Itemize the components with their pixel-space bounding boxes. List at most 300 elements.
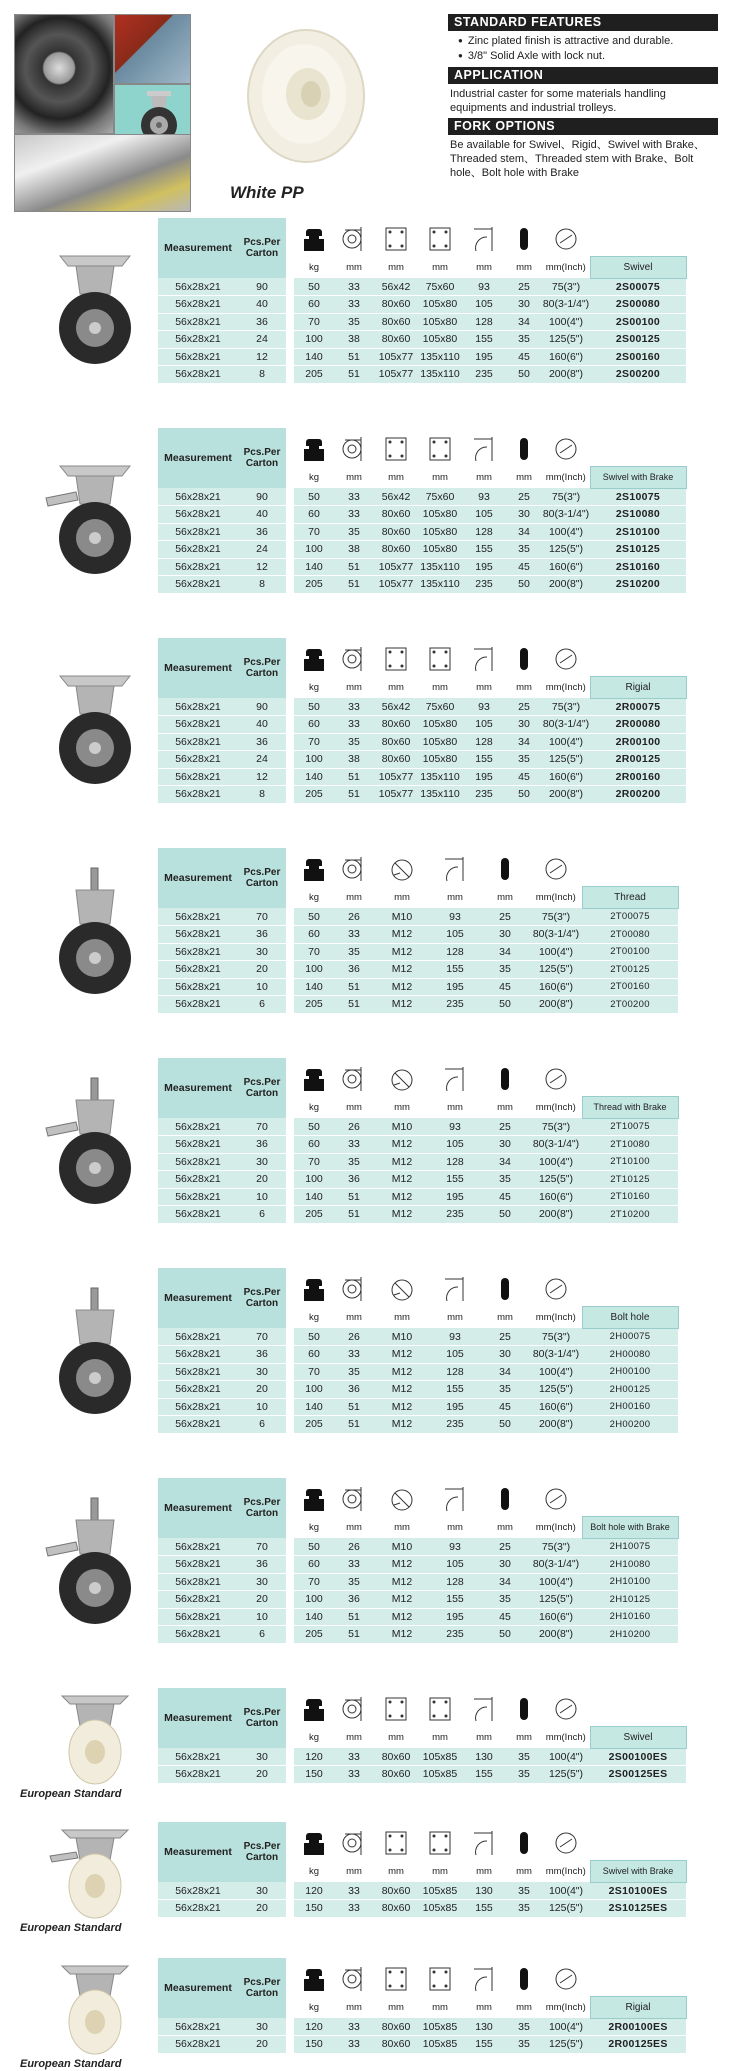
table-cell: 160(6") xyxy=(530,1188,582,1206)
table-row xyxy=(158,1900,686,1918)
table-cell: 130 xyxy=(462,1748,506,1766)
unit-label: mm xyxy=(506,1726,542,1748)
table-header-row xyxy=(158,428,686,466)
unit-label: mm xyxy=(430,886,480,908)
dia-icon xyxy=(530,848,582,886)
width-icon xyxy=(480,1478,530,1516)
unit-label: kg xyxy=(294,1860,334,1882)
table-cell: 160(6") xyxy=(530,1608,582,1626)
caster-image xyxy=(40,1960,150,2065)
table-cell: 195 xyxy=(462,558,506,576)
table-cell: 155 xyxy=(462,2036,506,2054)
table-cell: 70 xyxy=(294,523,334,541)
table-cell: 35 xyxy=(480,1171,530,1189)
item-code-cell: 2S00125ES xyxy=(590,1766,686,1784)
table-cell: 51 xyxy=(334,366,374,384)
item-code-cell: 2T00200 xyxy=(582,996,678,1014)
item-code-cell: 2R00100ES xyxy=(590,2018,686,2036)
stem-icon xyxy=(374,1478,430,1516)
table-cell: 105x85 xyxy=(418,2018,462,2036)
plate-icon xyxy=(418,1822,462,1860)
table-cell: M12 xyxy=(374,1591,430,1609)
plate-icon xyxy=(418,428,462,466)
caster-image xyxy=(40,1492,150,1647)
item-code-cell: 2S00125 xyxy=(590,331,686,349)
height-icon xyxy=(334,1478,374,1516)
table-cell: 56x28x21 xyxy=(158,2018,238,2036)
table-cell: 100(4") xyxy=(542,733,590,751)
table-cell: 100(4") xyxy=(530,943,582,961)
table-cell: 160(6") xyxy=(542,558,590,576)
table-cell: 140 xyxy=(294,558,334,576)
table-cell: 34 xyxy=(506,733,542,751)
caster-image xyxy=(40,1282,150,1437)
unit-label: mm xyxy=(374,886,430,908)
width-icon xyxy=(506,1822,542,1860)
table-cell: 35 xyxy=(506,751,542,769)
table-cell: 50 xyxy=(294,1538,334,1556)
table-header-row xyxy=(158,1058,678,1096)
table-cell: 56x28x21 xyxy=(158,523,238,541)
table-cell: 33 xyxy=(334,926,374,944)
unit-label: mm xyxy=(430,1306,480,1328)
unit-label: mm xyxy=(374,466,418,488)
spec-table xyxy=(158,638,687,804)
table-cell: 56x28x21 xyxy=(158,1381,238,1399)
table-cell: 93 xyxy=(462,278,506,296)
table-cell: 70 xyxy=(294,1153,334,1171)
table-cell: 10 xyxy=(238,1188,286,1206)
series-name: Swivel xyxy=(590,1726,686,1748)
unit-label: mm(Inch) xyxy=(530,1306,582,1328)
application-heading: APPLICATION xyxy=(448,67,718,84)
table-cell: 12 xyxy=(238,558,286,576)
table-cell: 70 xyxy=(294,943,334,961)
table-cell: 56x28x21 xyxy=(158,1608,238,1626)
load-icon xyxy=(294,848,334,886)
unit-label: kg xyxy=(294,1096,334,1118)
unit-label: mm xyxy=(462,676,506,698)
table-cell: 50 xyxy=(294,1328,334,1346)
height-icon xyxy=(334,1958,374,1996)
spec-table xyxy=(158,1478,679,1644)
unit-label: mm xyxy=(334,256,374,278)
table-cell: 200(8") xyxy=(530,1206,582,1224)
table-cell: 125(5") xyxy=(542,331,590,349)
table-cell: M10 xyxy=(374,908,430,926)
table-cell: 93 xyxy=(430,1328,480,1346)
item-code-cell: 2S10125ES xyxy=(590,1900,686,1918)
table-cell: 6 xyxy=(238,1206,286,1224)
unit-label: mm xyxy=(462,1726,506,1748)
table-cell: 80x60 xyxy=(374,331,418,349)
table-cell: 12 xyxy=(238,348,286,366)
table-cell: M12 xyxy=(374,1626,430,1644)
table-row xyxy=(158,2018,686,2036)
spec-table xyxy=(158,1822,687,1918)
spec-table xyxy=(158,1958,687,2054)
item-code-cell: 2T10125 xyxy=(582,1171,678,1189)
table-cell: 128 xyxy=(430,1153,480,1171)
table-cell: 200(8") xyxy=(542,786,590,804)
table-cell: 33 xyxy=(334,716,374,734)
table-cell: 200(8") xyxy=(530,996,582,1014)
table-cell: 80x60 xyxy=(374,2018,418,2036)
table-cell: 56x28x21 xyxy=(158,576,238,594)
item-code-cell: 2S10125 xyxy=(590,541,686,559)
table-row xyxy=(158,908,678,926)
unit-label: mm xyxy=(374,1306,430,1328)
table-cell: 105 xyxy=(430,926,480,944)
table-cell: 105x77 xyxy=(374,366,418,384)
table-cell: 35 xyxy=(334,1573,374,1591)
item-code-cell: 2H10080 xyxy=(582,1556,678,1574)
table-cell: 75(3") xyxy=(530,908,582,926)
unit-label: mm xyxy=(462,1996,506,2018)
table-cell: 35 xyxy=(506,1882,542,1900)
table-cell: 35 xyxy=(506,1900,542,1918)
table-cell: 105x80 xyxy=(418,313,462,331)
height-icon xyxy=(334,1268,374,1306)
table-cell: 80x60 xyxy=(374,1882,418,1900)
table-cell: 160(6") xyxy=(542,348,590,366)
standard-features-heading: STANDARD FEATURES xyxy=(448,14,718,31)
table-cell: 235 xyxy=(462,366,506,384)
table-cell: M12 xyxy=(374,943,430,961)
unit-label: mm xyxy=(374,1516,430,1538)
unit-label: mm xyxy=(374,1860,418,1882)
table-cell: 36 xyxy=(238,1346,286,1364)
item-code-cell: 2T10080 xyxy=(582,1136,678,1154)
table-cell: 70 xyxy=(238,1538,286,1556)
table-cell: 155 xyxy=(430,1381,480,1399)
table-cell: 33 xyxy=(334,1346,374,1364)
feature-item: ● 3/8" Solid Axle with lock nut. xyxy=(458,49,718,64)
table-row xyxy=(158,1608,678,1626)
table-row xyxy=(158,1556,678,1574)
table-cell: 105x80 xyxy=(418,751,462,769)
table-cell: 20 xyxy=(238,1381,286,1399)
series-name: Bolt hole xyxy=(582,1306,678,1328)
table-cell: 36 xyxy=(334,1171,374,1189)
table-cell: 140 xyxy=(294,768,334,786)
table-cell: 90 xyxy=(238,488,286,506)
width-icon xyxy=(506,428,542,466)
unit-label: mm xyxy=(418,1726,462,1748)
table-cell: 56x28x21 xyxy=(158,1398,238,1416)
table-cell: 33 xyxy=(334,278,374,296)
total-icon xyxy=(430,848,480,886)
table-row xyxy=(158,961,678,979)
table-row xyxy=(158,1328,678,1346)
table-cell: 51 xyxy=(334,576,374,594)
table-cell: 50 xyxy=(294,698,334,716)
total-icon xyxy=(430,1478,480,1516)
table-cell: 90 xyxy=(238,278,286,296)
table-cell: 125(5") xyxy=(530,961,582,979)
table-cell: 195 xyxy=(430,1188,480,1206)
measurement-header: Measurement xyxy=(158,1958,238,2018)
caster-image xyxy=(40,232,150,387)
table-cell: M10 xyxy=(374,1538,430,1556)
unit-label: mm xyxy=(480,1306,530,1328)
table-cell: 100(4") xyxy=(542,523,590,541)
table-cell: 80(3-1/4") xyxy=(542,296,590,314)
unit-label: mm xyxy=(418,1860,462,1882)
table-cell: 100(4") xyxy=(530,1153,582,1171)
unit-label: kg xyxy=(294,1306,334,1328)
table-cell: 8 xyxy=(238,366,286,384)
axle-closeup-photo xyxy=(14,134,191,212)
table-cell: 25 xyxy=(480,1118,530,1136)
table-cell: 120 xyxy=(294,1748,334,1766)
table-cell: 30 xyxy=(480,1556,530,1574)
height-icon xyxy=(334,848,374,886)
table-cell: 56x28x21 xyxy=(158,1118,238,1136)
table-cell: 56x42 xyxy=(374,488,418,506)
table-cell: 36 xyxy=(238,313,286,331)
table-cell: 235 xyxy=(430,1626,480,1644)
table-cell: 51 xyxy=(334,978,374,996)
item-code-cell: 2T10200 xyxy=(582,1206,678,1224)
pcs-per-carton-header: Pcs.Per Carton xyxy=(238,1688,286,1748)
table-cell: 56x28x21 xyxy=(158,1766,238,1784)
table-cell: 56x28x21 xyxy=(158,908,238,926)
table-row xyxy=(158,1591,678,1609)
total-icon xyxy=(462,1688,506,1726)
table-cell: 160(6") xyxy=(530,978,582,996)
total-icon xyxy=(462,1822,506,1860)
table-cell: 155 xyxy=(462,1900,506,1918)
table-cell: 40 xyxy=(238,716,286,734)
table-row xyxy=(158,926,678,944)
table-row xyxy=(158,366,686,384)
table-cell: 56x28x21 xyxy=(158,1900,238,1918)
table-cell: 33 xyxy=(334,2018,374,2036)
table-cell: 30 xyxy=(506,296,542,314)
table-cell: 56x28x21 xyxy=(158,1206,238,1224)
table-cell: 125(5") xyxy=(530,1591,582,1609)
table-cell: M12 xyxy=(374,1573,430,1591)
table-cell: 35 xyxy=(334,1363,374,1381)
unit-label: mm xyxy=(334,1516,374,1538)
table-cell: 35 xyxy=(334,1153,374,1171)
dia-icon xyxy=(542,1688,590,1726)
table-cell: 80(3-1/4") xyxy=(542,716,590,734)
item-code-cell: 2S10100 xyxy=(590,523,686,541)
load-icon xyxy=(294,218,334,256)
height-icon xyxy=(334,428,374,466)
item-code-cell: 2S10160 xyxy=(590,558,686,576)
table-cell: 125(5") xyxy=(530,1171,582,1189)
table-cell: 105x80 xyxy=(418,506,462,524)
dia-icon xyxy=(542,428,590,466)
table-cell: 51 xyxy=(334,996,374,1014)
table-cell: 80x60 xyxy=(374,523,418,541)
table-cell: 25 xyxy=(506,278,542,296)
unit-label: mm xyxy=(430,1516,480,1538)
spec-table xyxy=(158,428,687,594)
load-icon xyxy=(294,638,334,676)
spec-table xyxy=(158,848,679,1014)
width-icon xyxy=(480,848,530,886)
table-cell: 45 xyxy=(480,1608,530,1626)
table-cell: 75(3") xyxy=(530,1328,582,1346)
table-cell: 35 xyxy=(506,1766,542,1784)
item-code-cell: 2R00075 xyxy=(590,698,686,716)
table-cell: 35 xyxy=(506,1748,542,1766)
table-cell: 120 xyxy=(294,1882,334,1900)
table-cell: 56x28x21 xyxy=(158,1416,238,1434)
plate-icon xyxy=(374,428,418,466)
table-cell: 26 xyxy=(334,1118,374,1136)
table-cell: 26 xyxy=(334,1328,374,1346)
table-cell: 40 xyxy=(238,506,286,524)
table-row xyxy=(158,751,686,769)
table-cell: 135x110 xyxy=(418,348,462,366)
series-name: Swivel with Brake xyxy=(590,466,686,488)
table-cell: 33 xyxy=(334,506,374,524)
table-cell: 30 xyxy=(238,1882,286,1900)
table-row xyxy=(158,541,686,559)
table-cell: 8 xyxy=(238,786,286,804)
table-cell: 70 xyxy=(294,1573,334,1591)
table-row xyxy=(158,278,686,296)
table-cell: 56x28x21 xyxy=(158,348,238,366)
table-cell: 80x60 xyxy=(374,506,418,524)
unit-label: mm xyxy=(480,886,530,908)
measurement-header: Measurement xyxy=(158,1688,238,1748)
spec-table xyxy=(158,1688,687,1784)
table-row xyxy=(158,1206,678,1224)
unit-label: mm xyxy=(334,1096,374,1118)
table-cell: 36 xyxy=(334,961,374,979)
plate-icon xyxy=(374,1822,418,1860)
unit-label: mm xyxy=(418,256,462,278)
product-photo-collage xyxy=(14,14,189,210)
table-cell: 56x28x21 xyxy=(158,1882,238,1900)
unit-label: mm xyxy=(374,676,418,698)
unit-label: kg xyxy=(294,466,334,488)
table-cell: 36 xyxy=(238,1136,286,1154)
table-cell: 56x42 xyxy=(374,698,418,716)
table-cell: 30 xyxy=(238,1748,286,1766)
white-pp-label: White PP xyxy=(230,183,304,202)
table-cell: 33 xyxy=(334,488,374,506)
table-cell: M12 xyxy=(374,926,430,944)
item-code-cell: 2S00100 xyxy=(590,313,686,331)
measurement-header: Measurement xyxy=(158,848,238,908)
measurement-header: Measurement xyxy=(158,1268,238,1328)
table-row xyxy=(158,506,686,524)
unit-label: kg xyxy=(294,676,334,698)
series-name: Swivel xyxy=(590,256,686,278)
table-cell: 34 xyxy=(480,1153,530,1171)
table-row xyxy=(158,1118,678,1136)
table-cell: 75(3") xyxy=(530,1538,582,1556)
table-cell: 80x60 xyxy=(374,313,418,331)
table-cell: 235 xyxy=(462,576,506,594)
table-cell: 200(8") xyxy=(542,576,590,594)
unit-label: kg xyxy=(294,1516,334,1538)
european-standard-label: European Standard xyxy=(20,1922,122,1934)
table-cell: 125(5") xyxy=(542,541,590,559)
table-cell: 205 xyxy=(294,366,334,384)
width-icon xyxy=(480,1268,530,1306)
item-code-cell: 2S10075 xyxy=(590,488,686,506)
table-header-row xyxy=(158,638,686,676)
table-cell: 60 xyxy=(294,506,334,524)
table-cell: 100 xyxy=(294,331,334,349)
series-name: Bolt hole with Brake xyxy=(582,1516,678,1538)
table-cell: 105x77 xyxy=(374,348,418,366)
item-code-cell: 2H00200 xyxy=(582,1416,678,1434)
table-cell: 90 xyxy=(238,698,286,716)
dia-icon xyxy=(530,1268,582,1306)
table-cell: 24 xyxy=(238,751,286,769)
table-cell: 34 xyxy=(480,1573,530,1591)
table-cell: 155 xyxy=(430,961,480,979)
unit-label: mm xyxy=(430,1096,480,1118)
unit-label: mm(Inch) xyxy=(542,466,590,488)
unit-label: mm xyxy=(506,1860,542,1882)
item-code-cell: 2T00125 xyxy=(582,961,678,979)
table-cell: 45 xyxy=(506,558,542,576)
table-cell: 50 xyxy=(480,1206,530,1224)
series-name: Rigial xyxy=(590,676,686,698)
item-code-cell: 2R00080 xyxy=(590,716,686,734)
table-cell: M12 xyxy=(374,1136,430,1154)
unit-label: mm xyxy=(462,1860,506,1882)
table-cell: 140 xyxy=(294,1188,334,1206)
table-cell: 130 xyxy=(462,2018,506,2036)
table-cell: 36 xyxy=(334,1381,374,1399)
table-row xyxy=(158,313,686,331)
table-cell: 135x110 xyxy=(418,768,462,786)
table-cell: 36 xyxy=(238,926,286,944)
table-cell: 56x28x21 xyxy=(158,313,238,331)
unit-label: mm(Inch) xyxy=(530,886,582,908)
unit-label: mm(Inch) xyxy=(530,1516,582,1538)
item-code-cell: 2R00160 xyxy=(590,768,686,786)
table-cell: 50 xyxy=(506,576,542,594)
measurement-header: Measurement xyxy=(158,638,238,698)
table-row xyxy=(158,1381,678,1399)
table-cell: 125(5") xyxy=(542,1766,590,1784)
table-cell: 93 xyxy=(462,488,506,506)
table-cell: 20 xyxy=(238,1171,286,1189)
table-cell: 33 xyxy=(334,1882,374,1900)
table-cell: 100(4") xyxy=(542,313,590,331)
plate-icon xyxy=(418,1688,462,1726)
item-code-cell: 2S10100ES xyxy=(590,1882,686,1900)
table-cell: 60 xyxy=(294,296,334,314)
plate-icon xyxy=(374,1688,418,1726)
table-cell: 100 xyxy=(294,1171,334,1189)
table-cell: 100 xyxy=(294,961,334,979)
table-cell: 60 xyxy=(294,926,334,944)
table-cell: 30 xyxy=(506,506,542,524)
table-cell: 80x60 xyxy=(374,2036,418,2054)
measurement-header: Measurement xyxy=(158,1478,238,1538)
unit-label: mm(Inch) xyxy=(542,1996,590,2018)
table-row xyxy=(158,331,686,349)
table-cell: 100(4") xyxy=(530,1573,582,1591)
unit-label: mm(Inch) xyxy=(542,1726,590,1748)
table-cell: 105x80 xyxy=(418,541,462,559)
white-pp-wheel-image xyxy=(234,20,374,170)
height-icon xyxy=(334,1688,374,1726)
